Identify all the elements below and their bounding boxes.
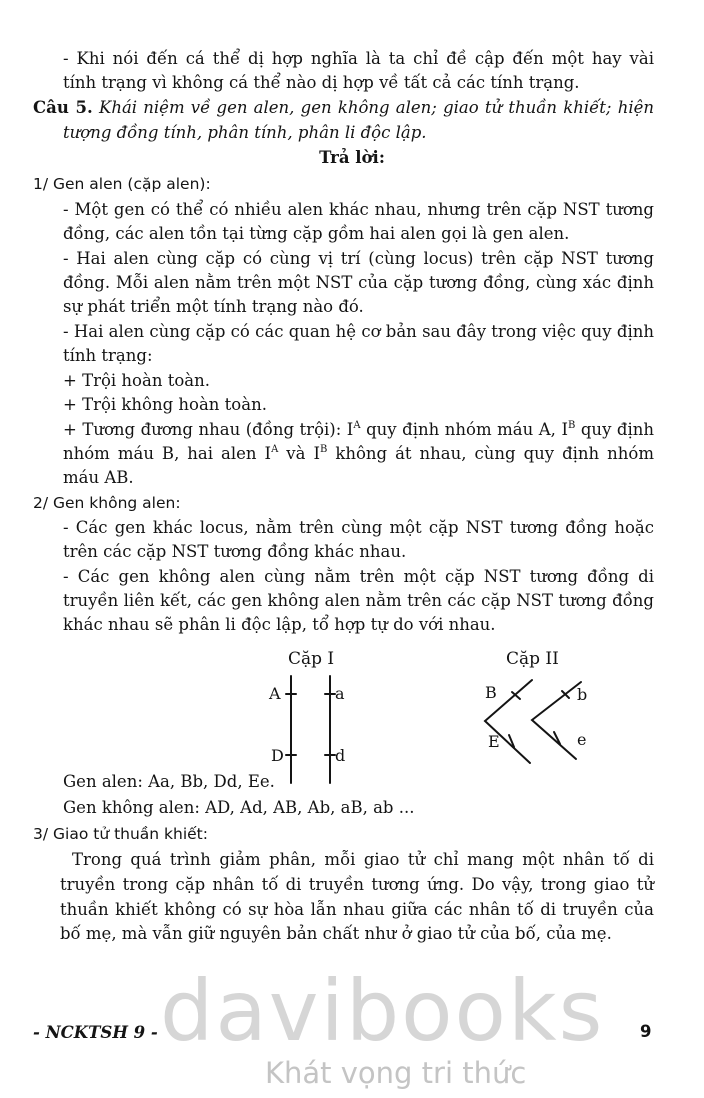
chromosome-diagram bbox=[0, 640, 704, 790]
section-2-heading: 2/ Gen không alen: bbox=[33, 494, 181, 512]
s2-p1-line-1: - Các gen khác locus, nằm trên cùng một cặp NST tương đồng hoặc bbox=[63, 518, 654, 537]
answer-heading: Trả lời: bbox=[319, 148, 385, 167]
question-line-1 bbox=[33, 96, 654, 120]
gene-B-label: B bbox=[485, 683, 497, 702]
section-1-heading: 1/ Gen alen (cặp alen): bbox=[33, 175, 211, 193]
s1-bullet-3-line-1: + Tương đương nhau (đồng trội): $I^A$ quy định nhóm máu A, $I^B$ quy định bbox=[63, 420, 655, 439]
footer-book-code: - NCKTSH 9 - bbox=[33, 1023, 158, 1042]
gene-a-label: a bbox=[335, 684, 345, 703]
s1-p1-line-2: đồng, các alen tồn tại từng cặp gồm hai alen gọi là gen alen. bbox=[63, 224, 570, 243]
s1-bullet-3-line-2: nhóm máu B, hai alen $I^A$ và $I^B$ không át nhau, cùng quy định nhóm bbox=[63, 444, 654, 463]
s3-line-1: Trong quá trình giảm phân, mỗi giao tử chỉ mang một nhân tố di bbox=[72, 850, 654, 869]
s1-bullet-1: + Trội hoàn toàn. bbox=[63, 371, 210, 390]
s2-p2-line-1: - Các gen không alen cùng nằm trên một cặp NST tương đồng di bbox=[63, 567, 654, 586]
question-label: Câu 5. bbox=[33, 98, 93, 117]
pair-1-label: Cặp I bbox=[288, 649, 335, 669]
intro-line-2: tính trạng vì không cá thể nào dị hợp về tất cả các tính trạng. bbox=[63, 73, 580, 92]
s3-line-4: bố mẹ, mà vẫn giữ nguyên bản chất như ở giao tử của bố, của mẹ. bbox=[60, 924, 612, 943]
question-text-1: Khái niệm về gen alen, gen không alen; giao tử thuần khiết; hiện bbox=[92, 98, 654, 117]
s1-p2-line-2: đồng. Mỗi alen nằm trên một NST của cặp tương đồng, cùng xác định bbox=[63, 273, 654, 292]
s2-p2-line-3: khác nhau sẽ phân li độc lập, tổ hợp tự do với nhau. bbox=[63, 615, 496, 634]
gene-b-label: b bbox=[577, 685, 588, 704]
s1-p2-line-1: - Hai alen cùng cặp có cùng vị trí (cùng locus) trên cặp NST tương bbox=[63, 249, 654, 268]
s2-p1-line-2: trên các cặp NST tương đồng khác nhau. bbox=[63, 542, 407, 561]
gene-A-label: A bbox=[269, 684, 281, 703]
s2-p2-line-2: truyền liên kết, các gen không alen nằm trên các cặp NST tương đồng bbox=[63, 591, 654, 610]
intro-line-1: - Khi nói đến cá thể dị hợp nghĩa là ta chỉ đề cập đến một hay vài bbox=[63, 49, 654, 68]
gene-D-label: D bbox=[271, 746, 284, 765]
watermark-tagline: Khát vọng tri thức bbox=[265, 1056, 527, 1090]
example-gen-alen: Gen alen: Aa, Bb, Dd, Ee. bbox=[63, 772, 275, 791]
s3-line-3: thuần khiết không có sự hòa lẫn nhau giữa các nhân tố di truyền của bbox=[60, 900, 654, 919]
gene-e-label: e bbox=[577, 730, 587, 749]
watermark-brand: davibooks bbox=[160, 962, 605, 1060]
page-number: 9 bbox=[640, 1022, 652, 1041]
s1-bullet-3-line-3: máu AB. bbox=[63, 468, 134, 487]
gene-E-label: E bbox=[488, 732, 500, 751]
gene-d-label: d bbox=[335, 746, 346, 765]
s1-p2-line-3: sự phát triển một tính trạng nào đó. bbox=[63, 297, 364, 316]
question-line-2: tượng đồng tính, phân tính, phân li độc lập. bbox=[63, 123, 427, 142]
pair-2-label: Cặp II bbox=[506, 649, 559, 669]
chromosome-2-inner bbox=[532, 682, 581, 759]
example-gen-khong-alen: Gen không alen: AD, Ad, AB, Ab, aB, ab ... bbox=[63, 798, 415, 817]
s3-line-2: truyền trong cặp nhân tố di truyền tương ứng. Do vậy, trong giao tử bbox=[60, 875, 654, 894]
s1-p1-line-1: - Một gen có thể có nhiều alen khác nhau, nhưng trên cặp NST tương bbox=[63, 200, 654, 219]
s1-p3-line-1: - Hai alen cùng cặp có các quan hệ cơ bản sau đây trong việc quy định bbox=[63, 322, 654, 341]
s1-bullet-2: + Trội không hoàn toàn. bbox=[63, 395, 267, 414]
section-3-heading: 3/ Giao tử thuần khiết: bbox=[33, 825, 208, 843]
s1-p3-line-2: tính trạng: bbox=[63, 346, 153, 365]
